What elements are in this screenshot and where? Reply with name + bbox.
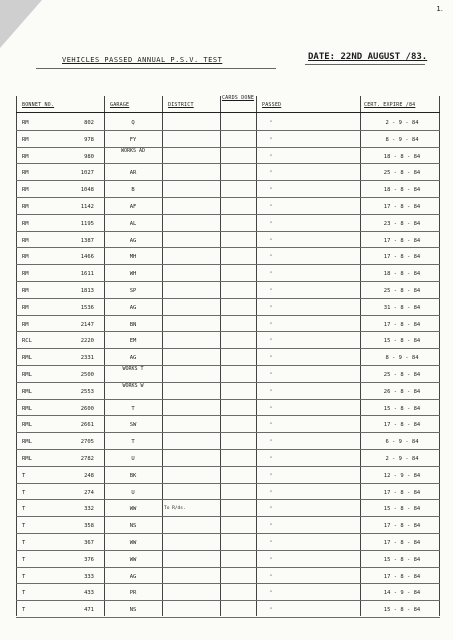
cert-expiry-date: 17 - 8 - 84 [383,204,421,210]
cert-expiry-date: 17 - 8 - 84 [383,321,421,328]
garage-code: AG [129,304,137,311]
garage-code: WW [129,556,137,563]
table-row [16,365,440,383]
bonnet-type: T [22,540,26,546]
bonnet-type: RML [22,355,32,362]
passed-mark: " [269,288,273,293]
table-row [16,231,440,249]
table-row [16,533,440,551]
table-row [16,180,440,198]
passed-mark: " [269,523,273,529]
cert-expiry-date: 15 - 8 - 84 [383,556,421,563]
bonnet-type: T [22,489,26,496]
garage-code: SP [129,288,137,294]
bonnet-number: 332 [84,506,94,513]
date-underline [305,64,425,65]
table-row [16,264,440,282]
table-row [16,348,440,366]
bonnet-number: 376 [84,556,94,563]
title-underline [36,68,276,69]
passed-mark: " [269,338,273,344]
bonnet-type: RM [22,187,29,194]
table-row [16,147,440,165]
passed-mark: " [269,120,273,125]
bonnet-type: RM [22,254,29,261]
header-garage: GARAGE [110,102,130,108]
garage-code: MH [129,254,137,261]
bonnet-type: RM [22,288,29,294]
cert-expiry-date: 17 - 8 - 84 [383,254,421,261]
bonnet-type: RM [22,304,29,311]
garage-code: T [131,405,135,412]
cert-expiry-date: 26 - 8 - 84 [383,388,421,395]
cert-expiry-date: 2 - 9 - 84 [385,456,419,462]
table-row [16,281,440,299]
passed-mark: " [269,607,273,613]
passed-mark: " [269,372,273,377]
bonnet-number: 1466 [80,254,94,261]
table-row [16,550,440,568]
table-row [16,432,440,450]
garage-code: WW [129,540,137,546]
garage-code: FY [129,136,137,143]
bonnet-type: RM [22,136,29,143]
bonnet-type: T [22,607,26,614]
bonnet-type: RM [22,271,29,278]
bonnet-type: RCL [22,338,32,345]
garage-code: BN [129,321,137,328]
passed-mark: " [269,439,273,445]
bonnet-type: RML [22,372,32,378]
cert-expiry-date: 17 - 8 - 84 [383,489,421,496]
bonnet-number: 1048 [80,187,94,194]
passed-mark: " [269,136,273,142]
table-row [16,466,440,484]
cert-expiry-date: 6 - 9 - 84 [385,439,419,446]
table-row [16,298,440,316]
table-row [16,130,440,148]
header-cert-expiry: CERT. EXPIRE /84 [364,102,416,108]
table-header [16,96,440,113]
garage-code: AG [129,573,137,580]
header-cards-done: CARDS DONE [221,95,255,101]
garage-code: WORKS W [122,382,144,389]
cert-expiry-date: 18 - 8 - 84 [383,153,421,160]
passed-mark: " [269,153,273,159]
garage-code: BK [129,472,137,479]
passed-mark: " [269,472,273,478]
cert-expiry-date: 15 - 8 - 84 [383,405,421,412]
bonnet-type: T [22,523,26,530]
passed-mark: " [269,489,273,495]
bonnet-type: RM [22,120,29,126]
cert-expiry-date: 25 - 8 - 84 [383,372,421,378]
bonnet-number: 248 [84,472,94,479]
bonnet-number: 274 [84,489,94,496]
cert-expiry-date: 17 - 8 - 84 [383,573,421,580]
header-district: DISTRICT [168,102,194,108]
bonnet-type: RM [22,204,29,210]
cert-expiry-date: 18 - 8 - 84 [383,271,421,278]
table-row [16,214,440,232]
table-row [16,382,440,400]
bonnet-number: 2600 [80,405,94,412]
table-row [16,163,440,181]
garage-code: EM [129,338,137,345]
bonnet-number: 2782 [80,456,94,462]
table-row [16,197,440,215]
table-row [16,449,440,467]
table-row [16,583,440,601]
bonnet-number: 2147 [80,321,94,328]
bonnet-number: 980 [84,153,94,160]
district-note: To R/ds. [164,506,186,512]
passed-mark: " [269,187,273,193]
table-row [16,315,440,333]
table-row [16,399,440,417]
table-row [16,483,440,501]
bonnet-number: 433 [84,590,94,597]
bonnet-type: RM [22,237,29,244]
bonnet-type: RM [22,170,29,177]
bonnet-number: 1195 [80,220,94,227]
passed-mark: " [269,422,273,428]
bonnet-number: 1536 [80,304,94,311]
garage-code: WORKS T [122,366,144,372]
vehicle-table [16,96,440,616]
bonnet-number: 2661 [80,422,94,429]
cert-expiry-date: 2 - 9 - 84 [385,120,419,126]
bonnet-type: T [22,573,26,580]
passed-mark: " [269,204,273,209]
bonnet-number: 2220 [80,338,94,345]
cert-expiry-date: 15 - 8 - 84 [383,607,421,614]
header-passed: PASSED [262,102,282,108]
passed-mark: " [269,170,273,176]
bonnet-type: T [22,556,26,563]
bonnet-number: 2500 [80,372,94,378]
cert-expiry-date: 31 - 8 - 84 [383,304,421,311]
bonnet-number: 1027 [80,170,94,177]
garage-code: U [131,489,135,496]
table-row [16,247,440,265]
passed-mark: " [269,405,273,411]
garage-code: SW [129,422,137,429]
bonnet-number: 333 [84,573,94,580]
garage-code: AR [129,170,137,177]
bonnet-type: RML [22,439,32,446]
passed-mark: " [269,540,273,545]
garage-code: PR [129,590,137,597]
bonnet-number: 2331 [80,355,94,362]
garage-code: AG [129,355,137,362]
garage-code: NS [129,607,137,614]
passed-mark: " [269,388,273,394]
bonnet-type: RML [22,422,32,429]
garage-code: WW [129,506,137,513]
bonnet-type: RM [22,321,29,328]
bonnet-number: 802 [84,120,94,126]
bonnet-number: 471 [84,607,94,614]
cert-expiry-date: 23 - 8 - 84 [383,220,421,227]
garage-code: T [131,439,135,446]
bonnet-number: 2705 [80,439,94,446]
cert-expiry-date: 15 - 8 - 84 [383,338,421,345]
bonnet-type: T [22,472,26,479]
passed-mark: " [269,506,273,512]
garage-code: AF [129,204,137,210]
table-row [16,113,440,131]
garage-code: AG [129,237,137,244]
bonnet-type: RML [22,405,32,412]
bonnet-type: RML [22,388,32,395]
passed-mark: " [269,573,273,579]
bonnet-type: RM [22,153,29,160]
document-date: DATE: 22ND AUGUST /83. [308,52,428,62]
table-row [16,415,440,433]
passed-mark: " [269,237,273,243]
bonnet-number: 1387 [80,237,94,244]
passed-mark: " [269,271,273,277]
cert-expiry-date: 8 - 9 - 84 [385,136,419,143]
cert-expiry-date: 12 - 9 - 84 [383,472,421,479]
cert-expiry-date: 14 - 9 - 84 [383,590,421,597]
cert-expiry-date: 17 - 8 - 84 [383,540,421,546]
cert-expiry-date: 18 - 8 - 84 [383,187,421,194]
bonnet-number: 1611 [80,271,94,278]
header-bonnet-no: BONNET NO. [22,102,55,108]
cert-expiry-date: 8 - 9 - 84 [385,355,419,362]
bonnet-type: T [22,590,26,597]
table-row [16,331,440,349]
passed-mark: " [269,254,273,260]
table-row [16,567,440,585]
bonnet-number: 358 [84,523,94,530]
passed-mark: " [269,321,273,327]
bonnet-number: 367 [84,540,94,546]
passed-mark: " [269,355,273,361]
cert-expiry-date: 17 - 8 - 84 [383,523,421,530]
table-row [16,499,440,517]
passed-mark: " [269,590,273,596]
garage-code: B [131,187,135,194]
passed-mark: " [269,304,273,310]
table-row [16,516,440,534]
table-row [16,600,440,618]
bonnet-type: RM [22,220,29,227]
garage-code: WORKS AD [120,147,146,154]
garage-code: AL [129,220,137,227]
cert-expiry-date: 15 - 8 - 84 [383,506,421,513]
bonnet-number: 2553 [80,388,94,395]
garage-code: WH [129,271,137,278]
folded-corner [0,0,42,48]
passed-mark: " [269,456,273,461]
cert-expiry-date: 25 - 8 - 84 [383,288,421,294]
bonnet-number: 1142 [80,204,94,210]
bonnet-type: T [22,506,26,513]
passed-mark: " [269,556,273,562]
bonnet-number: 1813 [80,288,94,294]
cert-expiry-date: 17 - 8 - 84 [383,237,421,244]
garage-code: NS [129,523,137,530]
cert-expiry-date: 17 - 8 - 84 [383,422,421,429]
page-number: 1. [436,5,443,13]
bonnet-type: RML [22,456,32,462]
bonnet-number: 978 [84,136,94,143]
cert-expiry-date: 25 - 8 - 84 [383,170,421,177]
passed-mark: " [269,220,273,226]
document-title: VEHICLES PASSED ANNUAL P.S.V. TEST [62,56,223,64]
garage-code: U [131,456,135,462]
garage-code: Q [131,120,135,126]
